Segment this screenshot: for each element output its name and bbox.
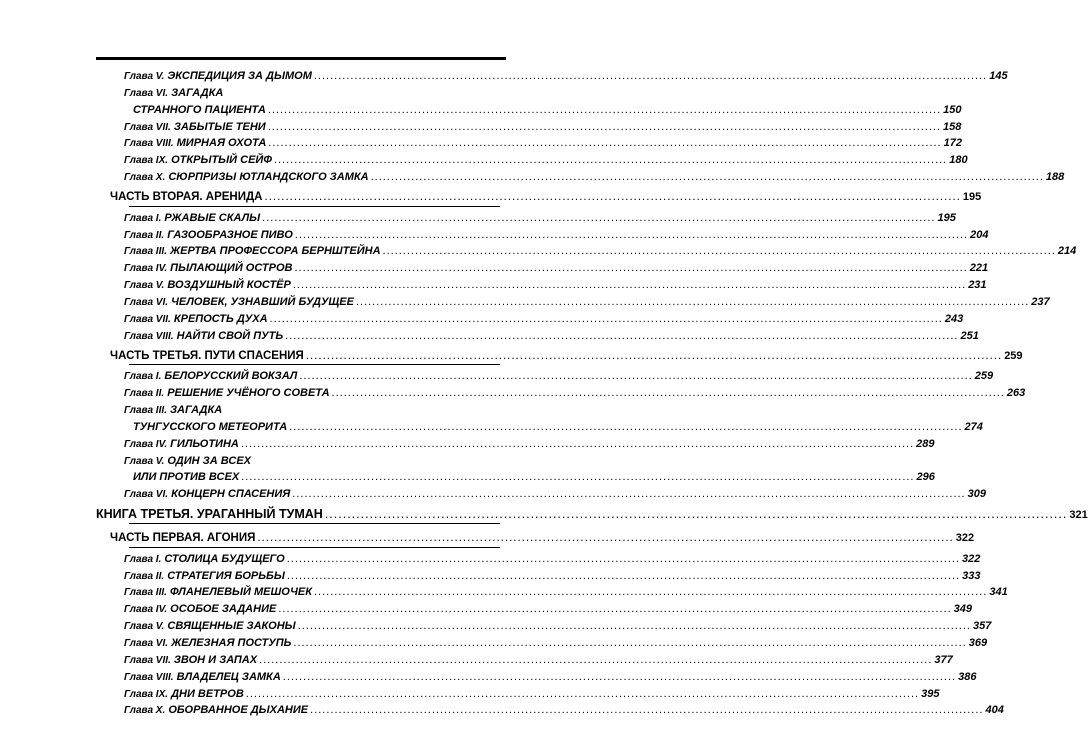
toc-entry-title [124,277,291,295]
toc-entry-text: БЕЛОРУССКИЙ ВОКЗАЛ [164,370,298,383]
toc-entry [0,135,962,152]
toc-entry-prefix: Глава V. [124,455,165,467]
toc-entry-page: 195 [937,211,956,224]
toc-entry-title [124,436,239,454]
dot-leader [270,311,943,328]
toc-entry-title [124,568,285,586]
toc-entry [0,486,986,503]
toc-entry-title [124,68,312,86]
dot-leader [314,68,987,85]
toc-entry [0,227,989,244]
toc-entry-page: 259 [974,370,994,383]
toc-entry-prefix: Глава I. [124,553,162,565]
toc-entry-title [124,669,281,687]
toc-entry [0,119,962,136]
toc-entry-prefix: Глава V. [124,71,165,82]
toc-entry-page: 221 [969,262,989,275]
toc-entry-page: 150 [943,103,962,116]
dot-leader [306,348,1002,365]
dot-leader [298,618,971,635]
toc-entry-text: ФЛАНЕЛЕВЫЙ МЕШОЧЕК [169,586,312,599]
toc-entry-title [124,243,381,261]
dot-leader [293,635,966,652]
toc-entry-prefix: Глава I. [124,212,162,224]
toc-entry-page: 309 [967,488,986,501]
toc-entry-text: ЗАБЫТЫЕ ТЕНИ [173,120,266,133]
dot-leader [287,568,960,585]
toc-entry [0,152,968,169]
dot-leader [241,436,914,453]
toc-entry-text: РЖАВЫЕ СКАЛЫ [164,211,261,224]
toc-entry-title [124,652,257,670]
top-rule [96,57,506,60]
toc-entry [0,530,975,547]
toc-entry-text: ЧАСТЬ ТРЕТЬЯ. ПУТИ СПАСЕНИЯ [110,349,304,362]
toc-entry-prefix: Глава III. [124,587,167,599]
toc-entry [0,669,977,686]
toc-entry [0,311,964,328]
toc-entry-title [110,530,255,547]
toc-entry [0,551,981,568]
toc-entry-prefix: Глава VIII. [124,138,174,150]
toc-entry [0,568,981,585]
toc-entry-prefix: Глава VIII. [124,671,174,683]
toc-entry-prefix: Глава IX. [124,155,169,167]
toc-entry-text: ДНИ ВЕТРОВ [171,687,244,700]
toc-entry-prefix: Глава V. [124,280,165,292]
toc-entry-title [124,119,266,137]
toc-entry-text: ПЫЛАЮЩИЙ ОСТРОВ [170,262,293,275]
toc-entry [0,686,940,703]
toc-entry [0,260,989,277]
dot-leader [295,227,968,244]
toc-entry-text: ГИЛЬОТИНА [170,437,239,450]
toc-entry-page: 274 [964,420,983,433]
toc-entry [0,243,1077,260]
toc-entry-title [124,368,297,386]
toc-entry-text: ЖЕРТВА ПРОФЕССОРА БЕРНШТЕЙНА [169,245,381,258]
toc-entry-text: ЖЕЛЕЗНАЯ ПОСТУПЬ [171,637,292,649]
toc-entry-title [124,702,308,720]
toc-entry-page: 195 [962,190,982,203]
dot-leader [246,686,919,703]
dot-leader [265,189,961,206]
table-of-contents [0,68,1088,719]
dot-leader [262,210,935,227]
toc-entry-page: 263 [1006,387,1026,400]
dot-leader [283,669,956,686]
toc-entry [0,618,992,635]
toc-entry-title [96,506,323,523]
toc-entry-prefix: Глава X. [124,172,166,184]
toc-entry [0,368,994,385]
toc-entry-text: СТРАННОГО ПАЦИЕНТА [133,103,266,116]
toc-entry-page: 341 [989,586,1008,599]
toc-entry [0,419,983,436]
dot-leader [383,243,1056,260]
toc-entry-text: НАЙТИ СВОЙ ПУТЬ [176,329,284,342]
toc-entry-title [124,135,266,153]
toc-entry-prefix: Глава IX. [124,688,169,700]
toc-entry-title [124,618,296,636]
toc-entry-title [124,85,223,103]
toc-entry-prefix: Глава VI. [124,489,169,501]
toc-entry-prefix: Глава X. [124,705,166,717]
toc-entry-text: ВОЗДУШНЫЙ КОСТЁР [167,279,291,292]
dot-leader [371,169,1044,186]
toc-entry-prefix: Глава II. [124,570,165,582]
toc-entry-prefix: Глава VI. [124,638,169,649]
toc-entry-title [133,102,266,119]
toc-entry-title [124,601,276,619]
toc-entry [0,601,973,618]
toc-entry [0,469,935,486]
dot-leader [299,368,972,385]
toc-entry-page: 395 [921,687,940,700]
toc-entry-page: 357 [972,620,992,633]
toc-entry-title [124,584,312,602]
dot-leader [332,385,1005,402]
dot-leader [356,294,1029,311]
toc-entry-text: ГАЗООБРАЗНОЕ ПИВО [167,228,293,241]
toc-entry-title [124,686,244,704]
dot-leader [294,260,967,277]
toc-entry [0,436,935,453]
toc-entry-title [124,551,285,569]
toc-entry-page: 386 [958,670,977,683]
dot-leader [287,551,960,568]
toc-entry-text: ЭКСПЕДИЦИЯ ЗА ДЫМОМ [167,70,312,82]
toc-entry [0,210,956,227]
toc-entry-prefix: Глава VI. [124,87,169,99]
toc-entry-text: ТУНГУССКОГО МЕТЕОРИТА [133,420,288,433]
dot-leader [278,601,951,618]
toc-entry [0,402,600,419]
section-divider [0,523,600,524]
toc-entry-text: ОТКРЫТЫЙ СЕЙФ [171,154,272,167]
toc-entry-text: СТРАТЕГИЯ БОРЬБЫ [167,569,285,582]
toc-entry-title [124,486,290,504]
toc-entry-page: 243 [944,312,964,325]
toc-entry-prefix: Глава II. [124,388,165,400]
toc-entry-page: 172 [943,137,962,150]
toc-entry-prefix: Глава IV. [124,263,168,275]
toc-entry-page: 404 [985,704,1004,717]
toc-entry-prefix: Глава IV. [124,604,168,616]
section-divider [0,364,600,365]
dot-leader [285,328,958,345]
toc-entry [0,169,1065,186]
toc-entry-page: 204 [970,228,989,241]
dot-leader [257,530,953,547]
section-divider [0,206,600,207]
toc-entry-title [124,227,293,245]
section-divider [0,547,600,548]
toc-entry-page: 321 [1069,509,1088,522]
toc-entry [0,348,1023,365]
toc-entry-page: 214 [1057,245,1077,258]
toc-entry [0,506,1088,523]
toc-entry-prefix: Глава VIII. [124,330,174,342]
toc-entry-text: МИРНАЯ ОХОТА [176,137,267,150]
dot-leader [289,419,962,436]
dot-leader [325,506,1068,523]
toc-entry-page: 333 [962,569,981,582]
toc-entry-title [110,189,263,206]
toc-entry [0,702,1004,719]
toc-entry-prefix: Глава V. [124,621,165,633]
toc-entry-text: ЧАСТЬ ПЕРВАЯ. АГОНИЯ [110,531,256,544]
toc-entry-text: РЕШЕНИЕ УЧЁНОГО СОВЕТА [167,387,330,400]
toc-entry-page: 322 [962,552,981,565]
toc-entry-title [133,469,239,486]
toc-entry [0,102,962,119]
toc-entry-text: ЗАГАДКА [171,86,224,99]
toc-entry-text: ЧЕЛОВЕК, УЗНАВШИЙ БУДУЩЕЕ [171,295,354,308]
toc-entry-title [124,260,292,278]
toc-entry [0,85,600,102]
toc-entry-page: 188 [1045,171,1065,184]
toc-entry-page: 289 [916,437,935,450]
toc-entry-text: ОСОБОЕ ЗАДАНИЕ [170,603,277,616]
toc-entry-page: 145 [989,70,1008,82]
toc-entry-text: КНИГА ТРЕТЬЯ. УРАГАННЫЙ ТУМАН [96,507,323,522]
toc-entry-page: 237 [1031,295,1050,308]
toc-entry [0,68,1008,85]
toc-entry-prefix: Глава II. [124,229,165,241]
toc-entry-title [124,635,291,653]
dot-leader [310,702,983,719]
toc-entry-text: ЧАСТЬ ВТОРАЯ. АРЕНИДА [110,190,263,203]
toc-entry-prefix: Глава IV. [124,438,168,450]
toc-entry-page: 231 [968,279,987,292]
toc-entry-text: ОДИН ЗА ВСЕХ [167,454,252,467]
toc-entry-title [124,385,330,403]
toc-entry-text: ЗАГАДКА [169,404,223,417]
dot-leader [314,584,987,601]
toc-entry-title [124,402,222,420]
toc-entry-title [110,348,304,365]
toc-entry-page: 296 [916,471,935,484]
toc-entry-text: ИЛИ ПРОТИВ ВСЕХ [133,471,240,484]
toc-entry-prefix: Глава VII. [124,654,171,666]
toc-entry-title [124,328,283,346]
toc-entry-title [124,169,369,187]
toc-entry [0,294,1050,311]
toc-entry-title [133,419,287,436]
dot-leader [292,486,965,503]
dot-leader [268,119,941,136]
toc-entry [0,453,600,470]
toc-entry-text: ВЛАДЕЛЕЦ ЗАМКА [176,670,281,683]
dot-leader [241,469,914,486]
dot-leader [268,135,941,152]
toc-entry [0,328,979,345]
toc-entry-prefix: Глава III. [124,405,167,417]
toc-entry-prefix: Глава VII. [124,121,171,133]
dot-leader [259,652,932,669]
toc-entry-text: СЮРПРИЗЫ ЮТЛАНДСКОГО ЗАМКА [168,171,369,184]
toc-entry [0,277,987,294]
toc-entry-prefix: Глава VI. [124,296,169,308]
toc-entry-page: 180 [949,154,968,167]
toc-entry-page: 251 [960,329,979,342]
dot-leader [293,277,966,294]
toc-entry [0,584,1008,601]
dot-leader [274,152,947,169]
toc-entry-text: ОБОРВАННОЕ ДЫХАНИЕ [168,704,309,717]
toc-entry-page: 377 [934,653,953,666]
toc-entry-title [124,210,260,228]
toc-entry-prefix: Глава VII. [124,313,171,325]
toc-entry-page: 259 [1004,349,1023,362]
toc-entry-page: 349 [953,603,973,616]
dot-leader [268,102,941,119]
toc-entry [0,652,953,669]
toc-entry-prefix: Глава III. [124,246,167,258]
toc-entry [0,385,1026,402]
toc-entry-title [124,152,272,170]
toc-entry-text: ЗВОН И ЗАПАХ [173,653,258,666]
toc-entry [0,189,982,206]
toc-entry [0,635,988,652]
toc-entry-title [124,453,251,471]
toc-entry-text: КОНЦЕРН СПАСЕНИЯ [171,488,291,501]
toc-entry-title [124,294,354,312]
toc-entry-prefix: Глава I. [124,371,162,383]
toc-entry-page: 322 [955,531,975,544]
toc-entry-text: КРЕПОСТЬ ДУХА [173,312,268,325]
toc-entry-page: 158 [943,120,962,133]
toc-entry-page: 369 [968,637,988,649]
toc-entry-title [124,311,268,329]
toc-entry-text: СВЯЩЕННЫЕ ЗАКОНЫ [167,620,296,633]
toc-entry-text: СТОЛИЦА БУДУЩЕГО [164,552,285,565]
